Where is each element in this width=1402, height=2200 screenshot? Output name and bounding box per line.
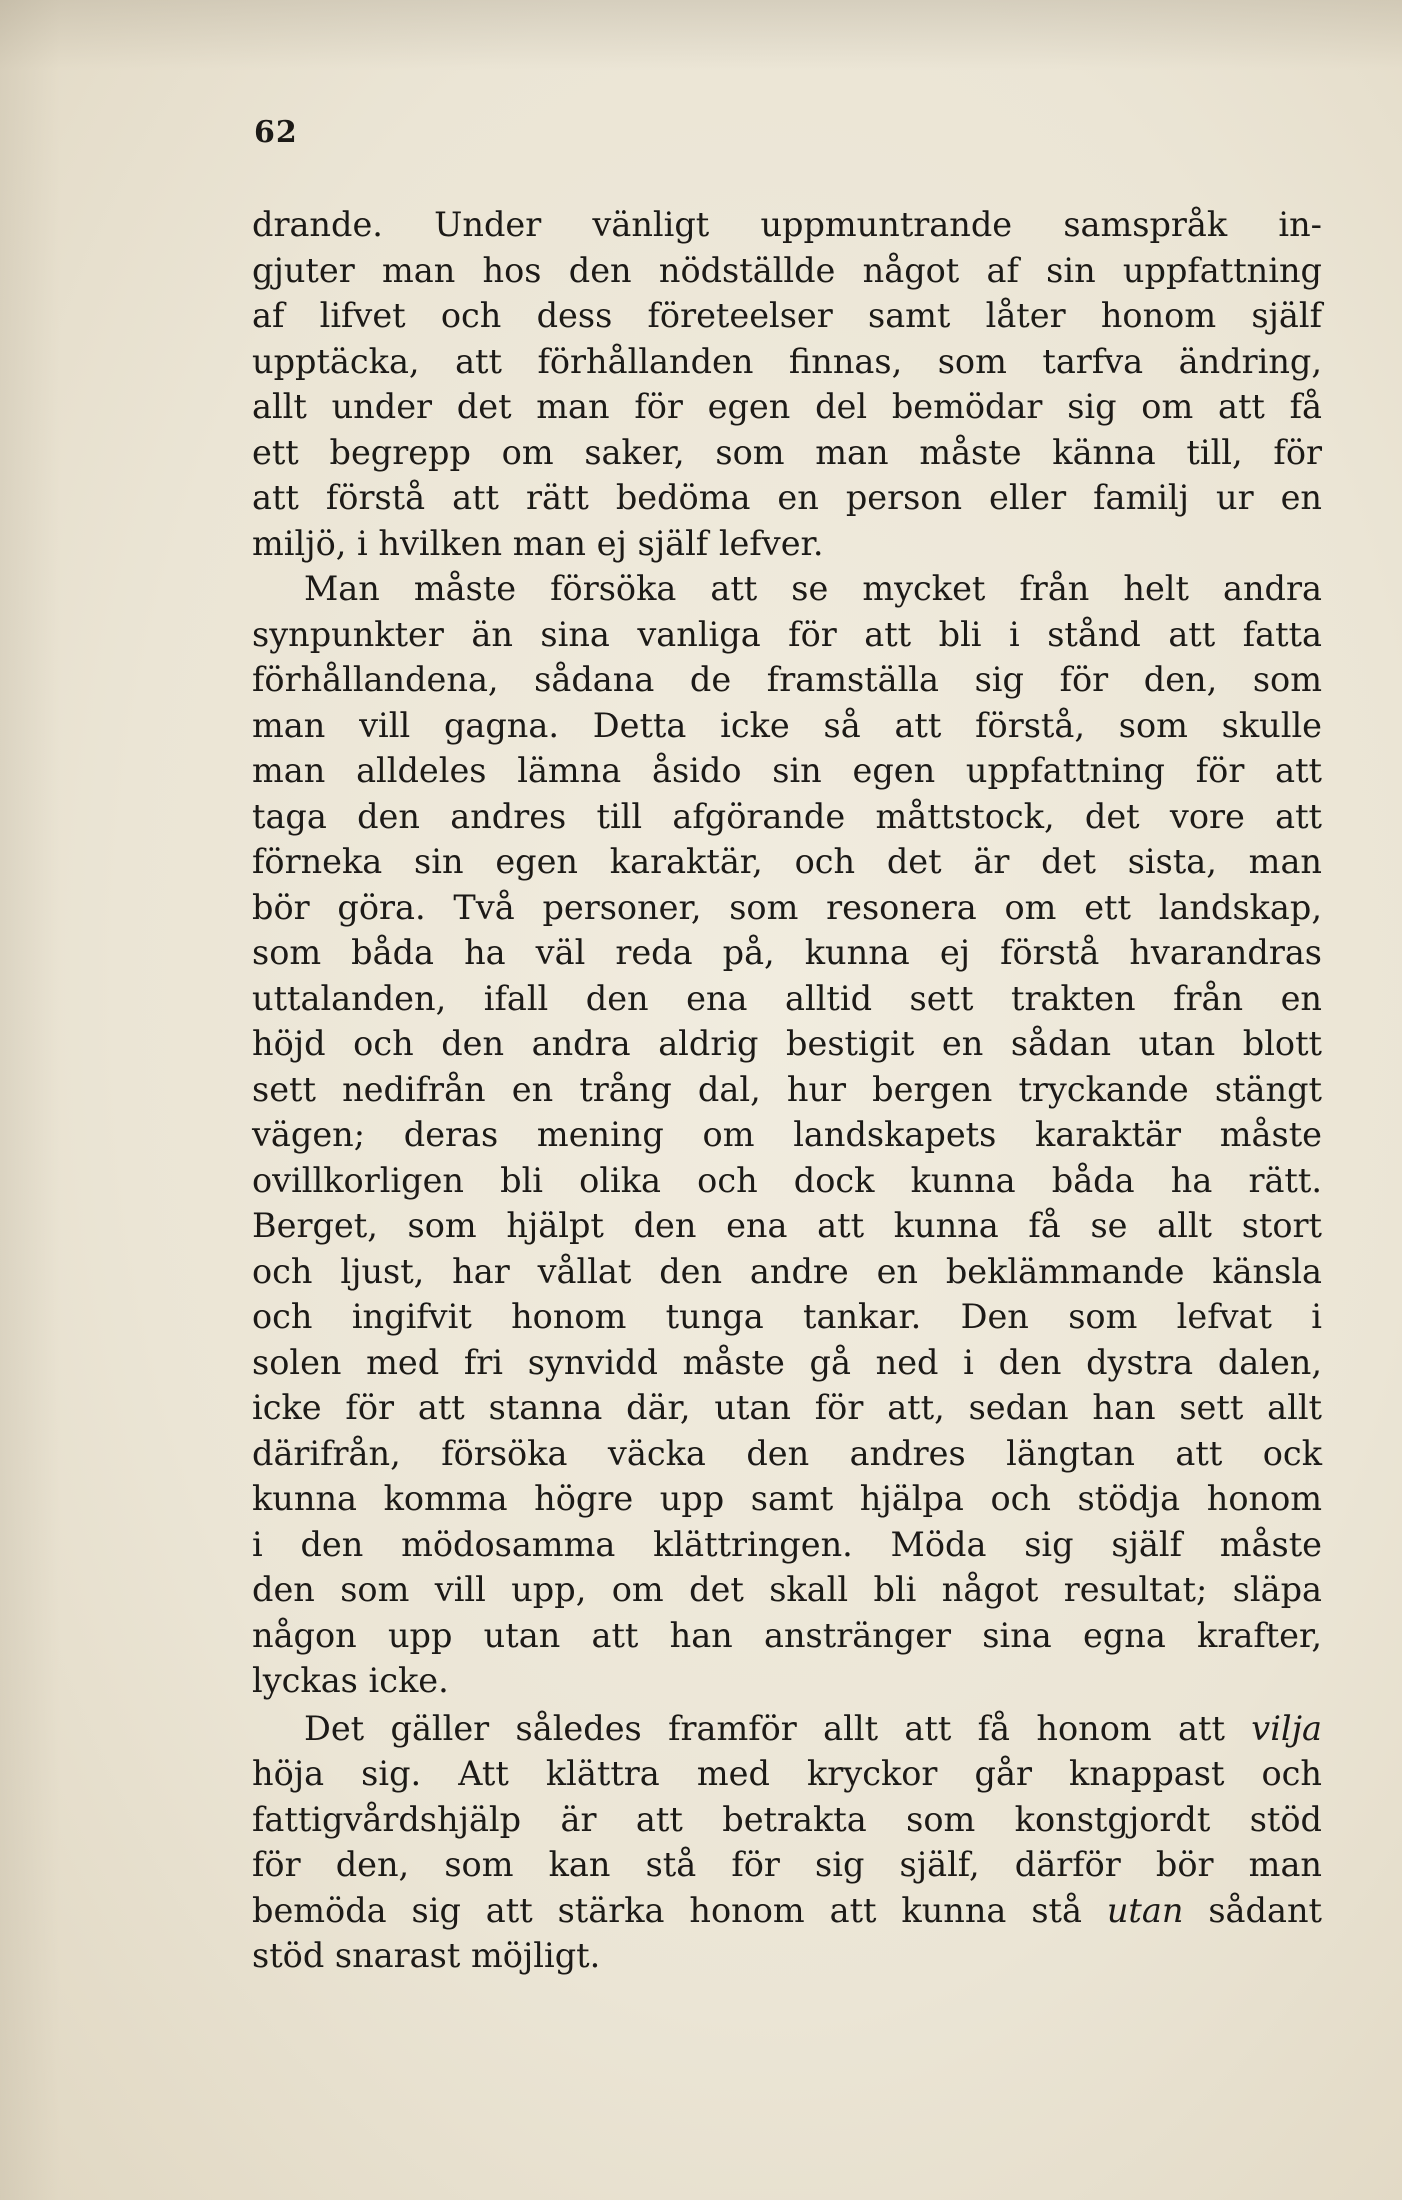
text-line: man vill gagna. Detta icke så att förstå, som skulle: [252, 705, 1322, 745]
text-line: man alldeles lämna åsido sin egen uppfattning för att: [252, 751, 1322, 790]
text-line: för den, som kan stå för sig själf, därför bör man: [252, 1845, 1322, 1884]
text-line: som båda ha väl reda på, kunna ej förstå hvarandras: [252, 933, 1322, 972]
text-line: någon upp utan att han anstränger sina egna krafter,: [252, 1615, 1322, 1655]
text-line: förneka sin egen karaktär, och det är det sista, man: [252, 842, 1322, 881]
text-line: vägen; deras mening om landskapets karaktär måste: [252, 1115, 1322, 1154]
text-line: förhållandena, sådana de framställa sig för den, som: [252, 660, 1322, 699]
text-line: höja sig. Att klättra med kryckor går knappast och: [252, 1754, 1322, 1793]
text-line: Man måste försöka att se mycket från helt andra: [304, 569, 1322, 608]
text-line: ovillkorligen bli olika och dock kunna båda ha rätt.: [252, 1160, 1322, 1200]
page-shadow-left: [0, 0, 60, 2200]
text-line: och ingifvit honom tunga tankar. Den som lefvat i: [252, 1297, 1322, 1336]
text-run: bemöda sig att stärka honom att kunna stå: [252, 1890, 1107, 1930]
text-run: sådant: [1183, 1890, 1322, 1930]
text-line: upptäcka, att förhållanden finnas, som tarfva ändring,: [252, 341, 1322, 381]
text-line: Berget, som hjälpt den ena att kunna få se allt stort: [252, 1206, 1322, 1245]
text-line: i den mödosamma klättringen. Möda sig själf måste: [252, 1524, 1322, 1564]
text-line: icke för att stanna där, utan för att, sedan han sett allt: [252, 1388, 1322, 1427]
text-line: höjd och den andra aldrig bestigit en sådan utan blott: [252, 1024, 1322, 1063]
text-line: lyckas icke.: [252, 1661, 449, 1700]
page-shadow-top: [0, 0, 1402, 70]
text-line: ett begrepp om saker, som man måste känna till, för: [252, 432, 1322, 472]
text-line: miljö, i hvilken man ej själf lefver.: [252, 523, 824, 563]
text-line: den som vill upp, om det skall bli något resultat; släpa: [252, 1570, 1322, 1609]
text-line: att förstå att rätt bedöma en person eller familj ur en: [252, 478, 1322, 517]
text-line: af lifvet och dess företeelser samt låter honom själf: [252, 296, 1322, 335]
text-line: och ljust, har vållat den andre en beklämmande känsla: [252, 1251, 1322, 1291]
text-line: sett nedifrån en trång dal, hur bergen tryckande stängt: [252, 1069, 1322, 1109]
text-line: uttalanden, ifall den ena alltid sett trakten från en: [252, 978, 1322, 1018]
text-line: gjuter man hos den nödställde något af sin uppfattning: [252, 250, 1322, 290]
emphasis-text: utan: [1106, 1890, 1184, 1930]
text-line: [252, 1706, 1322, 1752]
text-line: taga den andres till afgörande måttstock, det vore att: [252, 796, 1322, 836]
text-line: fattigvårdshjälp är att betrakta som konstgjordt stöd: [252, 1799, 1322, 1839]
text-line: bör göra. Två personer, som resonera om ett landskap,: [252, 887, 1322, 927]
text-line: allt under det man för egen del bemödar sig om att få: [252, 387, 1322, 426]
text-line: kunna komma högre upp samt hjälpa och stödja honom: [252, 1479, 1322, 1518]
page-number: 62: [254, 115, 298, 150]
text-line: stöd snarast möjligt.: [252, 1936, 601, 1975]
emphasis-text: vilja: [1251, 1708, 1322, 1748]
text-line: solen med fri synvidd måste gå ned i den dystra dalen,: [252, 1342, 1322, 1382]
text-run: Det gäller således framför allt att få honom att: [304, 1708, 1252, 1748]
text-line: drande. Under vänligt uppmuntrande samspråk in-: [252, 205, 1322, 244]
text-line: synpunkter än sina vanliga för att bli i stånd att fatta: [252, 614, 1322, 654]
text-line: [252, 1888, 1322, 1934]
text-line: därifrån, försöka väcka den andres längtan att ock: [252, 1433, 1322, 1473]
body-text: [252, 202, 1322, 1979]
